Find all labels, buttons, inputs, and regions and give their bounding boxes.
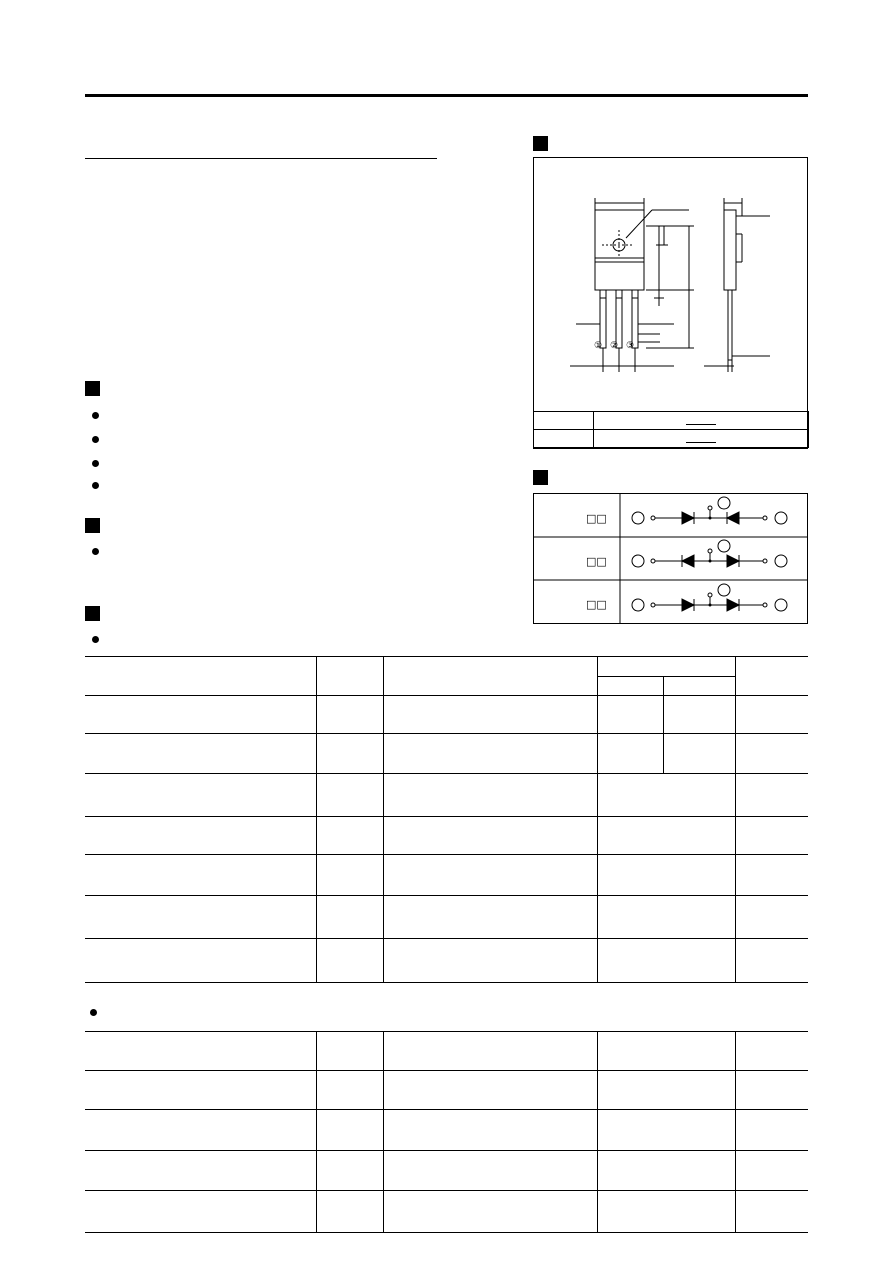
feature-bullet — [92, 460, 99, 467]
features-section-marker — [85, 381, 100, 396]
header-cell — [597, 657, 735, 677]
table-row — [85, 696, 808, 734]
application-bullet — [92, 548, 99, 555]
outline-section-marker — [533, 136, 548, 151]
table-row — [85, 855, 808, 896]
schematic-svg — [534, 494, 807, 623]
table-row — [85, 1191, 808, 1233]
header-cell — [316, 657, 383, 696]
header-rule — [85, 94, 808, 97]
schematic-section-marker — [533, 470, 548, 485]
table-row — [85, 896, 808, 939]
table-row — [85, 817, 808, 855]
table-row — [85, 1071, 808, 1110]
header-subcell — [597, 677, 663, 696]
table-row — [85, 1110, 808, 1151]
table-row — [85, 734, 808, 774]
schematic-type-1-label: □□ — [586, 512, 607, 525]
pin-1-label: ① — [594, 340, 603, 350]
schematic-type-3-label: □□ — [586, 598, 607, 611]
header-cell — [383, 657, 597, 696]
pin-2-label: ② — [610, 340, 619, 350]
ratings-section-marker — [85, 606, 100, 621]
schematic-frame — [533, 493, 808, 624]
header-cell — [85, 657, 316, 696]
title-underline — [85, 158, 437, 159]
feature-bullet — [92, 436, 99, 443]
feature-bullet — [92, 412, 99, 419]
table-row — [85, 774, 808, 817]
electrical-characteristics-table — [85, 1031, 808, 1233]
table-row — [85, 939, 808, 983]
table-row — [85, 1032, 808, 1071]
package-info-table — [533, 411, 809, 448]
schematic-type-2-label: □□ — [586, 555, 607, 568]
feature-bullet — [92, 482, 99, 489]
pin-3-label: ③ — [626, 340, 635, 350]
header-cell — [735, 657, 808, 696]
table-row — [85, 1151, 808, 1191]
package-outline-svg — [534, 158, 807, 448]
applications-section-marker — [85, 518, 100, 533]
abs-max-ratings-table — [85, 656, 808, 983]
abs-max-bullet — [92, 636, 99, 643]
outline-drawing-frame — [533, 157, 808, 449]
electrical-char-bullet — [90, 1009, 97, 1016]
header-subcell — [663, 677, 735, 696]
